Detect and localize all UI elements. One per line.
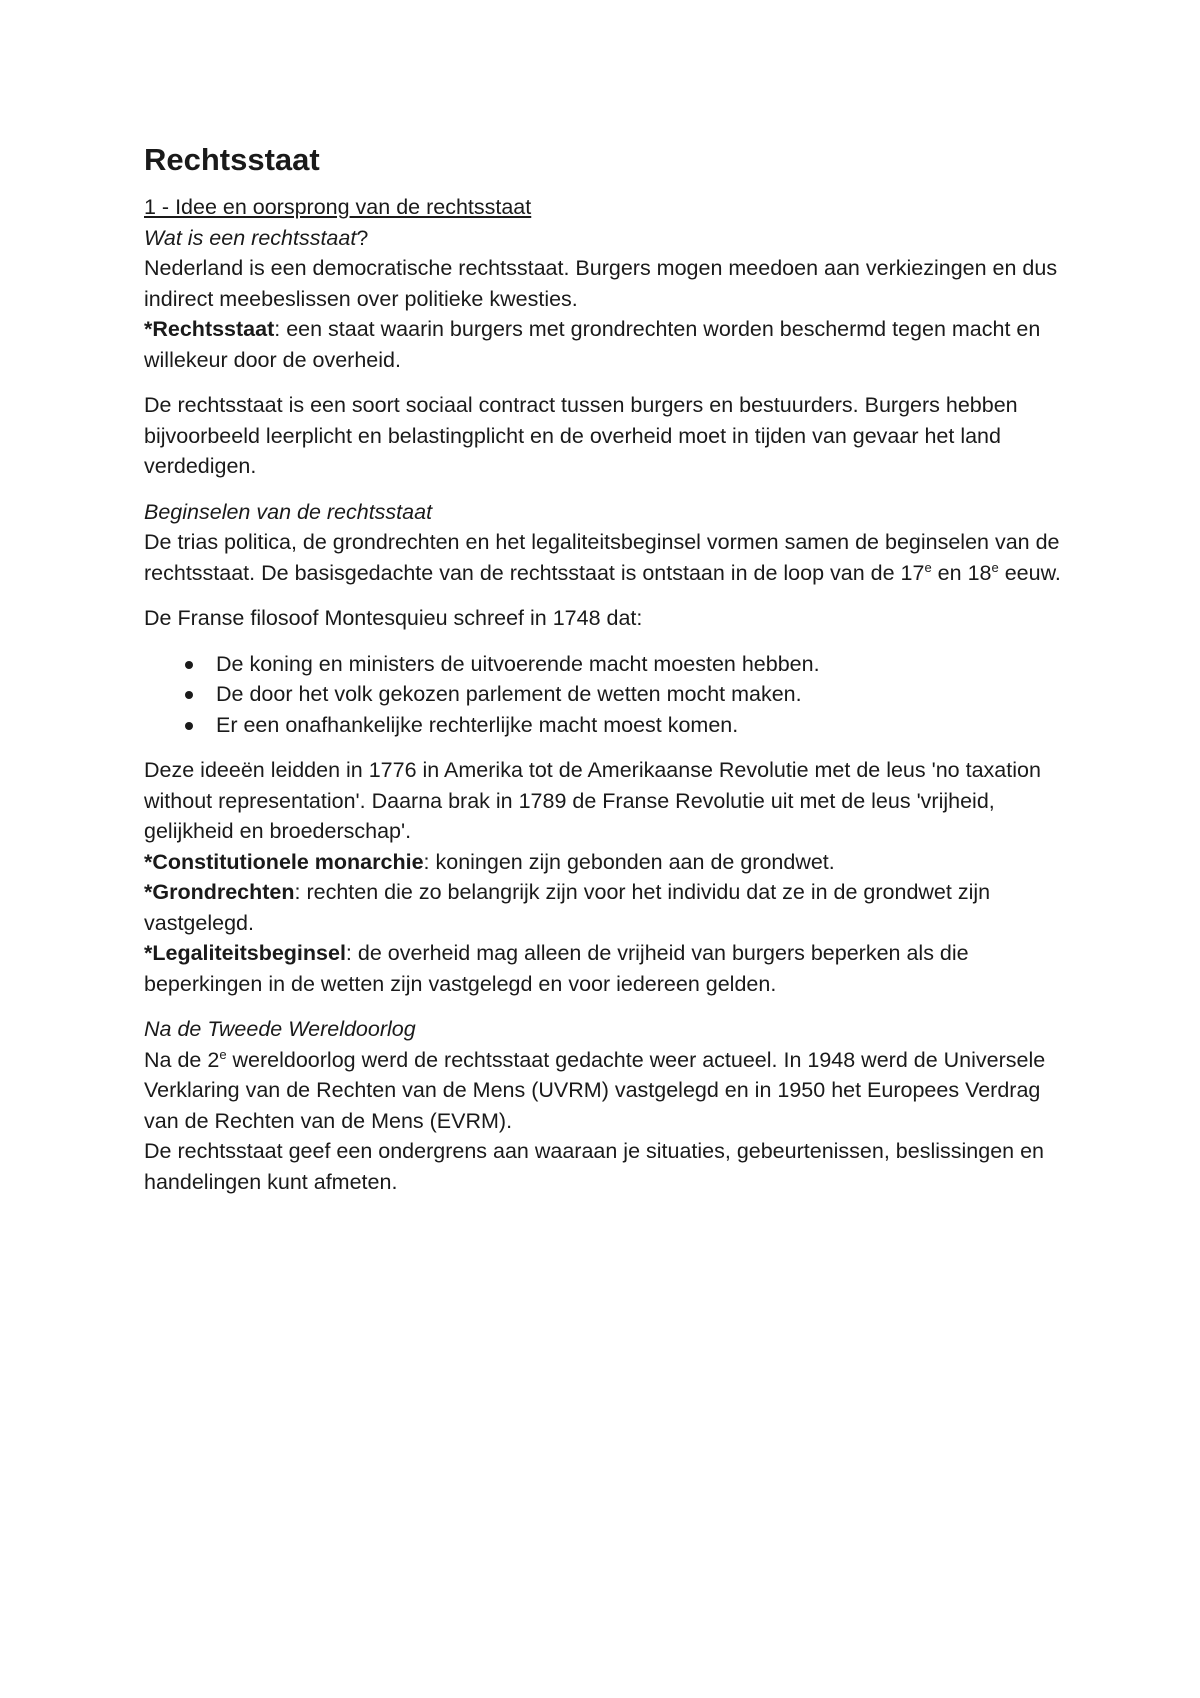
section-heading-idee-en-oorsprong: 1 - Idee en oorsprong van de rechtsstaat bbox=[144, 195, 532, 219]
bullet-icon bbox=[185, 691, 193, 699]
document-page bbox=[144, 140, 1074, 1197]
definition-constitutionele-monarchie bbox=[144, 847, 1074, 878]
paragraph-ondergrens: De rechtsstaat geef een ondergrens aan waaraan je situaties, gebeurtenissen, beslissingen en handelingen kunt afmeten. bbox=[144, 1139, 1044, 1194]
bullet-icon bbox=[185, 722, 193, 730]
list-item bbox=[216, 679, 1074, 710]
superscript: e bbox=[219, 1046, 227, 1062]
definition-term: *Constitutionele monarchie bbox=[144, 849, 424, 874]
definition-text: : een staat waarin burgers met grondrechten worden beschermd tegen macht en willekeur door de overheid. bbox=[144, 317, 1041, 372]
section-heading-beginselen: Beginselen van de rechtsstaat bbox=[144, 499, 433, 524]
text-run: wereldoorlog werd de rechtsstaat gedachte weer actueel. In 1948 werd de Universele Verklaring van de Rechten van de Mens (UVRM) vastgelegd en in 1950 het Europees Verdrag van de Rechten van de Mens (EVRM). bbox=[144, 1047, 1046, 1133]
paragraph-nederland: Nederland is een democratische rechtsstaat. Burgers mogen meedoen aan verkiezingen en dus indirect meebeslissen over politieke kwesties. bbox=[144, 256, 1058, 311]
document-title: Rechtsstaat bbox=[144, 142, 320, 177]
paragraph-revoluties: Deze ideeën leidden in 1776 in Amerika tot de Amerikaanse Revolutie met de leus 'no taxation without representation'. Daarna brak in 1789 de Franse Revolutie uit met de leus 'vrijheid, gelijkheid en broederschap'. bbox=[144, 758, 1041, 843]
definition-term: *Legaliteitsbeginsel bbox=[144, 941, 346, 965]
definition-text: : rechten die zo belangrijk zijn voor het individu dat ze in de grondwet zijn vastgelegd. bbox=[144, 880, 991, 935]
definition-term: *Grondrechten bbox=[144, 880, 295, 904]
text-run: eeuw. bbox=[998, 560, 1061, 585]
definition-text: : de overheid mag alleen de vrijheid van burgers beperken als die beperkingen in de wetten zijn vastgelegd en voor iedereen gelden. bbox=[144, 941, 969, 996]
text-run: De trias politica, de grondrechten en het legaliteitsbeginsel vormen samen de beginselen van de rechtsstaat. De basisgedachte van de rechtsstaat is ontstaan in de loop van de 17 bbox=[144, 530, 1060, 585]
bullet-icon bbox=[185, 661, 193, 669]
definition-text: : koningen zijn gebonden aan de grondwet. bbox=[423, 849, 835, 874]
section-heading-tweede-wereldoorlog: Na de Tweede Wereldoorlog bbox=[144, 1017, 416, 1041]
list-item bbox=[216, 649, 1074, 680]
definition-legaliteitsbeginsel bbox=[144, 938, 1074, 999]
paragraph-trias-politica bbox=[144, 527, 1074, 588]
definition-rechtsstaat bbox=[144, 314, 1074, 375]
text-run: en 18 bbox=[931, 560, 992, 585]
definition-term: *Rechtsstaat bbox=[144, 317, 275, 341]
paragraph-montesquieu: De Franse filosoof Montesquieu schreef in 1748 dat: bbox=[144, 606, 643, 630]
list-item bbox=[216, 710, 1074, 741]
list-item-text: Er een onafhankelijke rechterlijke macht moest komen. bbox=[216, 712, 739, 737]
text-run: Na de 2 bbox=[144, 1047, 220, 1072]
question-label: Wat is een rechtsstaat bbox=[144, 225, 357, 250]
list-item-text: De door het volk gekozen parlement de wetten mocht maken. bbox=[216, 682, 802, 706]
question-mark: ? bbox=[356, 225, 369, 250]
superscript: e bbox=[924, 559, 932, 575]
paragraph-sociaal-contract: De rechtsstaat is een soort sociaal contract tussen burgers en bestuurders. Burgers hebben bijvoorbeeld leerplicht en belastingplicht en de overheid moet in tijden van gevaar het land verdedigen. bbox=[144, 393, 1018, 478]
superscript: e bbox=[991, 559, 999, 575]
bullet-list bbox=[144, 649, 1074, 741]
definition-grondrechten bbox=[144, 877, 1074, 938]
question-heading bbox=[144, 223, 1074, 254]
list-item-text: De koning en ministers de uitvoerende macht moesten hebben. bbox=[216, 651, 820, 676]
paragraph-na-de-oorlog bbox=[144, 1045, 1074, 1137]
